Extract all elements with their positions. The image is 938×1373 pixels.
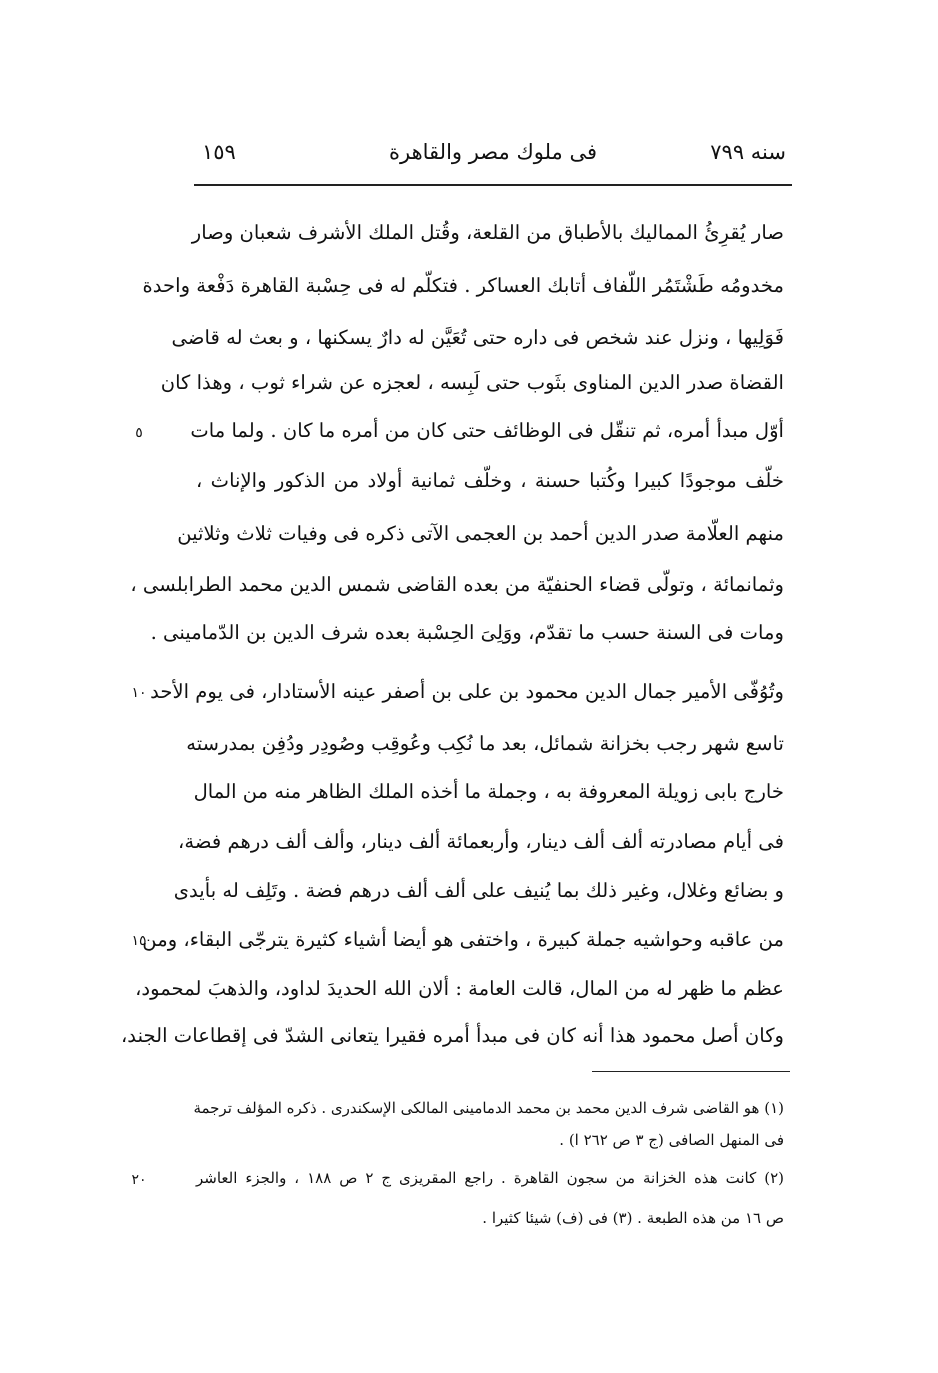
text-line: صار يُقرِئُ المماليك بالأطباق من القلعة، وقُتل الملك الأشرف شعبان وصار bbox=[191, 221, 784, 244]
text-line: مخدومُه طَشْتَمُر اللّفاف أتابك العساكر . فتكلّم له فى حِسْبة القاهرة دَفْعة واحدة bbox=[142, 274, 784, 297]
text-line: خارج بابى زويلة المعروفة به ، وجملة ما أخذه الملك الظاهر منه من المال bbox=[193, 780, 784, 803]
header-title: فى ملوك مصر والقاهرة bbox=[388, 140, 598, 164]
text-line: أوّل مبدأ أمره، ثم تنقّل فى الوظائف حتى كان من أمره ما كان . ولما مات bbox=[190, 419, 784, 442]
text-line: منهم العلّامة صدر الدين أحمد بن العجمى الآتى ذكره فى وفيات ثلاث وثلاثين bbox=[177, 522, 784, 545]
footnote-line: فى المنهل الصافى (ج ٣ ص ٢٦٢ ا) . bbox=[559, 1131, 784, 1149]
text-line: ومات فى السنة حسب ما تقدّم، ووَلِىَ الحِسْبة بعده شرف الدين بن الدّمامينى . bbox=[150, 621, 784, 644]
footnote-separator bbox=[592, 1071, 790, 1072]
running-header bbox=[196, 140, 790, 180]
footnote-line: (١) هو القاضى شرف الدين محمد بن محمد الدمامينى المالكى الإسكندرى . ذكره المؤلف ترجمة bbox=[193, 1099, 784, 1117]
line-number: ٥ bbox=[135, 425, 143, 441]
text-line: وكان أصل محمود هذا أنه كان فى مبدأ أمره فقيرا يتعانى الشدّ فى إقطاعات الجند، bbox=[120, 1024, 784, 1047]
header-rule bbox=[194, 184, 792, 186]
text-line: القضاة صدر الدين المناوى بثَوب حتى لَبِسه ، لعجزه عن شراء ثوب ، وهذا كان bbox=[160, 371, 784, 394]
text-line: وثمانمائة ، وتولّى قضاء الحنفيّة من بعده القاضى شمس الدين محمد الطرابلسى ، bbox=[130, 573, 784, 596]
text-line: خلّف موجودًا كبيرا وكُتبا حسنة ، وخلّف ثمانية أولاد من الذكور والإناث ، bbox=[196, 469, 784, 492]
text-line: من عاقبه وحواشيه جملة كبيرة ، واختفى هو أيضا أشياء كثيرة يترجّى البقاء، ومن bbox=[142, 928, 784, 951]
text-line: عظم ما ظهر له من المال، قالت العامة : ألان الله الحديدَ لداود، والذهبَ لمحمود، bbox=[135, 977, 784, 1000]
footnote-line: ص ١٦ من هذه الطبعة . (٣) فى (ف) شيئا كثيرا . bbox=[482, 1209, 784, 1227]
header-year: سنه ٧٩٩ bbox=[710, 140, 786, 164]
line-number: ١٠ bbox=[131, 685, 147, 701]
text-line: وتُوُفّى الأمير جمال الدين محمود بن على بن أصفر عينه الأستادار، فى يوم الأحد bbox=[150, 680, 784, 703]
line-number: ١٥ bbox=[131, 933, 147, 949]
text-line: فى أيام مصادرته ألف ألف دينار، وأربعمائة ألف دينار، وألف ألف درهم فضة، bbox=[178, 830, 784, 853]
text-line: فَوَلِيها ، ونزل عند شخص فى داره حتى تُعَيَّن له دارٌ يسكنها ، و بعث له قاضى bbox=[171, 326, 784, 349]
text-line: و بضائع وغلال، وغير ذلك بما يُنيف على ألف ألف درهم فضة . وتَلِف له بأيدى bbox=[173, 879, 784, 902]
text-line: تاسع شهر رجب بخزانة شمائل، بعد ما نُكِب وعُوقِب وصُودِر ودُفِن بمدرسته bbox=[186, 732, 784, 755]
line-number: ٢٠ bbox=[131, 1172, 147, 1188]
footnote-line: (٢) كانت هذه الخزانة من سجون القاهرة . راجع المقريزى ج ٢ ص ١٨٨ ، والجزء العاشر bbox=[196, 1169, 784, 1187]
page-number: ١٥٩ bbox=[202, 140, 236, 164]
